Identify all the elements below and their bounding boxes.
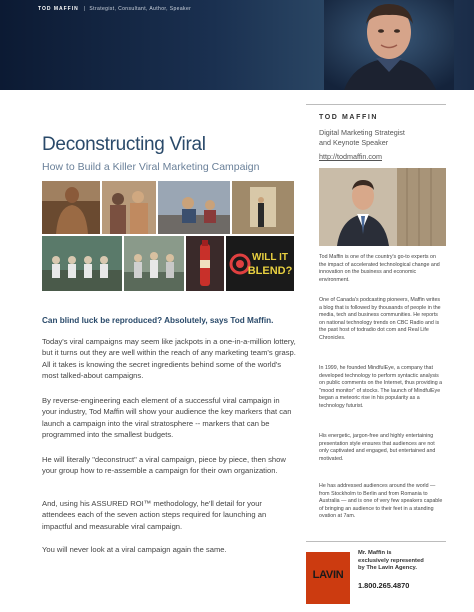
thumbnail-soda-bottle	[186, 236, 224, 291]
lead-question: Can blind luck be reproduced? Absolutely, says Tod Maffin.	[42, 316, 274, 325]
sidebar-top-rule	[306, 104, 446, 105]
speaker-sidebar	[306, 104, 446, 604]
body-paragraph-4: And, using his ASSURED ROI™ methodology, he'll detail for your attendees each of the seven action steps required for launching an impactful and measurable viral campaign.	[42, 499, 267, 531]
speaker-portrait-photo	[324, 0, 454, 90]
viral-campaign-thumbnails	[42, 181, 294, 291]
thumbnail-will-it-blend	[226, 236, 294, 291]
banner-tagline-text: Strategist, Consultant, Author, Speaker	[89, 6, 192, 12]
lavin-logo-text: LAVIN	[312, 569, 344, 581]
agency-line-1: Mr. Maffin is	[358, 550, 392, 556]
thumbnail-crowd-video	[42, 236, 122, 291]
svg-text:WILL IT: WILL IT	[252, 252, 288, 263]
sidebar-paragraph-2: One of Canada's podcasting pioneers, Maffin writes a blog that is followed by thousands of people in the media, tech and business communities. He reports on national technology trends on CBC Radio and is the past host of todradio dot com and Real Life Chronicles.	[319, 297, 441, 341]
sidebar-paragraph-1: Tod Maffin is one of the country's go-to experts on the impact of accelerated technological change and innovation on the business and economic environment.	[319, 254, 440, 283]
sidebar-role-line-1: Digital Marketing Strategist	[319, 128, 405, 137]
body-paragraph-5: You will never look at a viral campaign again the same.	[42, 545, 227, 554]
speaker-website-link[interactable]: http://todmaffin.com	[319, 152, 382, 161]
sidebar-footer-rule	[306, 541, 446, 542]
sidebar-paragraph-5: He has addressed audiences around the world — from Stockholm to Berlin and from Romania to Australia — and is one of very few speakers capable of bringing an audience to their feet in a standing ovation at 7am.	[319, 483, 443, 520]
agency-line-3: by The Lavin Agency.	[358, 565, 417, 572]
sidebar-role-line-2: and Keynote Speaker	[319, 137, 389, 147]
svg-text:BLEND?: BLEND?	[247, 265, 293, 277]
thumbnail-shirtless-man	[42, 181, 100, 234]
agency-phone-number: 1.800.265.4870	[358, 581, 410, 590]
body-paragraph-3: He will literally "deconstruct" a viral campaign, piece by piece, then show your group how to re-assemble a campaign for their own organization.	[42, 455, 286, 476]
sidebar-paragraph-4: His energetic, jargon-free and highly entertaining presentation style ensures that audiences are not only captivated and engaged, but entertained and motivated.	[319, 433, 436, 462]
sidebar-speaker-role	[319, 128, 405, 148]
lavin-agency-logo	[306, 552, 350, 604]
thumbnail-family-photo	[102, 181, 156, 234]
sidebar-paragraph-3: In 1999, he founded MindfulEye, a company that developed technology to perform syntactic analysis on public comments on the Internet, thus providing a "mood monitor" of stocks. The launch of MindfulEye began a meteoric rise in his popularity as a technology futurist.	[319, 365, 443, 409]
speaker-headshot-photo	[319, 168, 446, 246]
banner-tagline	[38, 6, 191, 12]
thumbnail-hallway	[232, 181, 294, 234]
sidebar-speaker-name: TOD MAFFIN	[319, 114, 379, 121]
header-banner	[0, 0, 474, 90]
page-title: Deconstructing Viral	[42, 134, 206, 155]
body-paragraph-1: Today's viral campaigns may seem like jackpots in a one-in-a-million lottery, but it turns out they are well within the reach of any marketing team's grasp. All it takes is knowing the secret ingredients behind some of the world's most talked-about campaigns.	[42, 337, 296, 381]
thumbnail-ride-scene	[158, 181, 230, 234]
page-subtitle: How to Build a Killer Viral Marketing Campaign	[42, 161, 260, 173]
body-paragraph-2: By reverse-engineering each element of a successful viral campaign in your industry, Tod Maffin will show your audience the key markers that can launch a campaign into the viral stratosphere -- markers that can be programmed into the smallest budgets.	[42, 396, 292, 440]
thumbnail-dancers	[124, 236, 184, 291]
banner-separator: |	[84, 6, 86, 12]
agency-line-2: exclusively represented	[358, 557, 424, 564]
banner-name: TOD MAFFIN	[38, 6, 79, 12]
agency-representation-text	[358, 550, 446, 573]
